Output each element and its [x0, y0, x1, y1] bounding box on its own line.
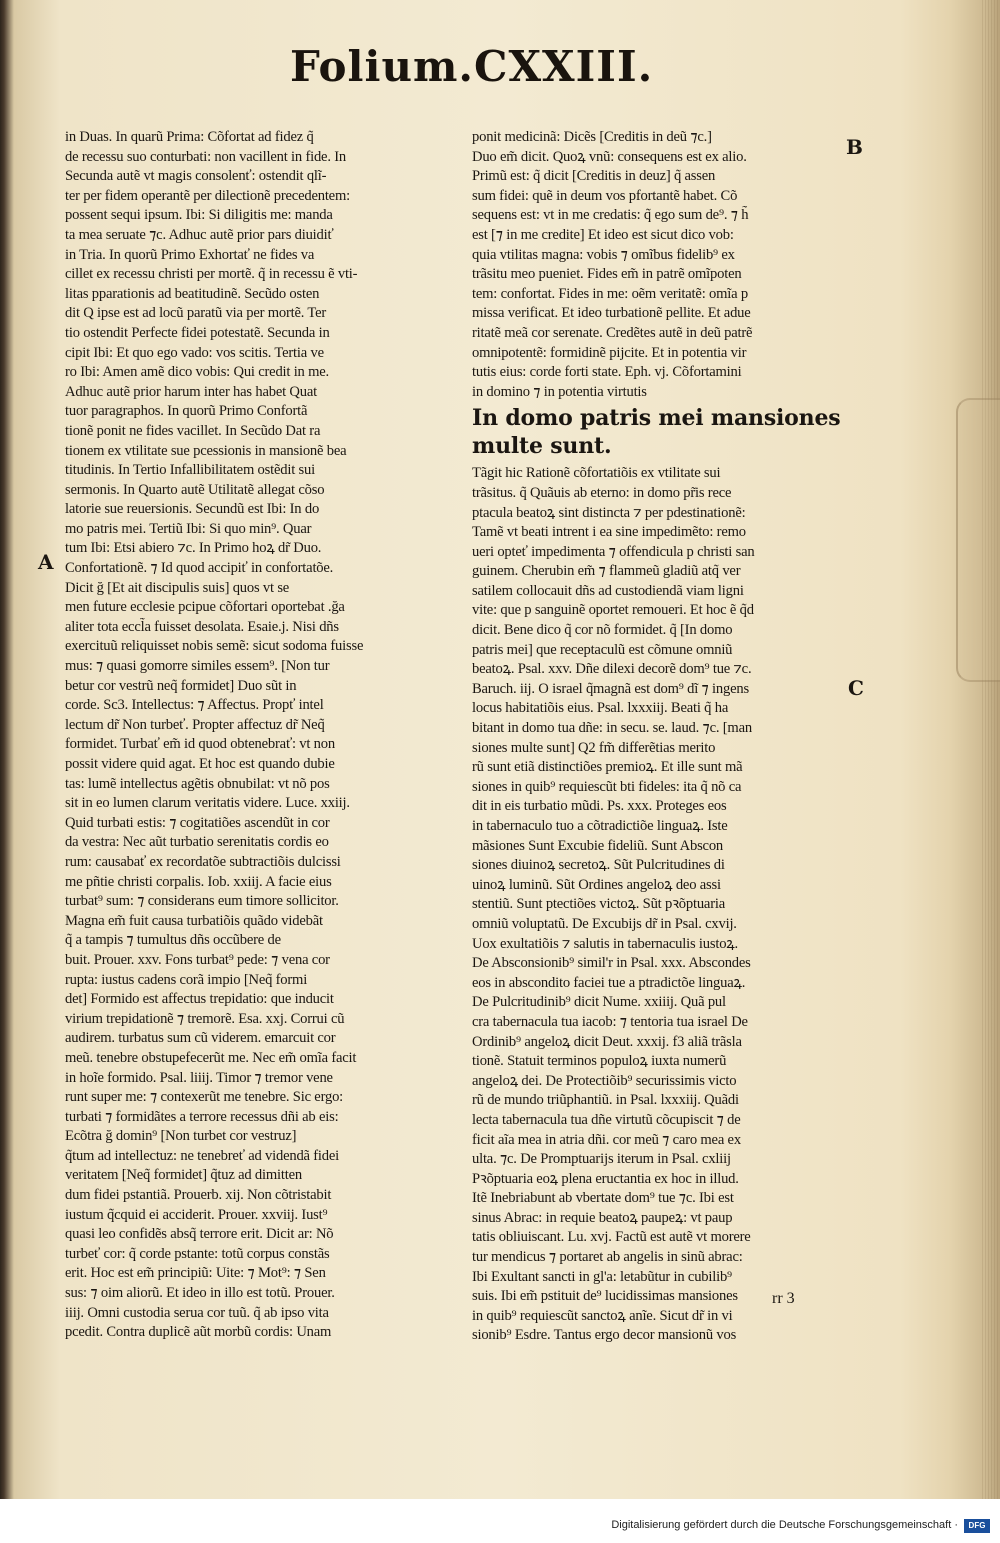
text-line: turbat⁹ sum: ⁊ considerans eum timore sollicitor. — [65, 893, 339, 910]
text-line: est [⁊ in me credite] Et ideo est sicut dico vob: — [472, 226, 734, 243]
text-line: ter per fidem operantẽ per dilectionẽ precedentem: — [65, 187, 350, 204]
margin-mark-b: B — [846, 135, 863, 159]
footer-credit: Digitalisierung gefördert durch die Deutsche Forschungsgemeinschaft · — [611, 1519, 958, 1531]
section-heading-line: multe sunt. — [472, 433, 612, 460]
text-line: siones diuinoꝝ secretoꝝ. Sũt Pulcritudines di — [472, 857, 725, 874]
text-line: ta mea seruate ⁊c. Adhuc autẽ prior pars diuidiť — [65, 226, 334, 243]
text-line: cillet ex recessu christi per mortẽ. q̃ in recessu ẽ vti- — [65, 266, 358, 283]
text-line: Magna em̃ fuit causa turbatiõis quãdo videbãt — [65, 912, 323, 929]
margin-mark-a: A — [38, 550, 54, 574]
text-line: in tabernaculo tuo a cõtradictiõe linguaꝝ. Iste — [472, 818, 728, 834]
left-column — [65, 128, 440, 1343]
dfg-logo: DFG — [964, 1519, 990, 1533]
text-line: turbati ⁊ formidãtes a terrore recessus dñi ab eis: — [65, 1108, 339, 1125]
text-line: q̃ a tampis ⁊ tumultus dñs occũbere de — [65, 932, 281, 949]
text-line: dicit. Bene dico q̃ cor nõ formidet. q̃ [In domo — [472, 622, 733, 639]
text-line: in hoĩe formido. Psal. liiij. Timor ⁊ tremor vene — [65, 1069, 333, 1086]
text-line: iustum q̃cquid ei acciderit. Prouer. xxviij. Iust⁹ — [65, 1206, 328, 1223]
text-line: omniũ voluptatũ. De Excubĳs dr̃ in Psal. cxvij. — [472, 915, 737, 932]
text-line: tem: confortat. Fides in me: oẽm veritatẽ: omĩa p — [472, 285, 748, 302]
text-line: mo patris mei. Tertiũ Ibi: Si quo min⁹. Quar — [65, 520, 312, 537]
text-line: runt super me: ⁊ contexerũt me tenebre. Sic ergo: — [65, 1089, 344, 1106]
text-line: sequens est: vt in me credatis: q̃ ego sum de⁹. ⁊ h̃ — [472, 207, 749, 224]
text-line: Itẽ Inebriabunt ab vbertate dom⁹ tue ⁊c. Ibi est — [472, 1190, 734, 1207]
text-line: formidet. Turbať em̃ id quod obtenebrať: vt non — [65, 736, 335, 753]
text-line: suis. Ibi em̃ pstituit de⁹ lucidissimas mansiones — [472, 1288, 738, 1305]
text-line: missa verificat. Et ideo turbationẽ pellite. Et adue — [472, 305, 751, 322]
text-line: in Duas. In quarũ Prima: Cõfortat ad fidez q̃ — [65, 129, 314, 145]
text-line: eos in abscondito faciei tue a ptradictõe linguaꝝ. — [472, 974, 746, 991]
text-line: tutis eius: corde forti state. Eph. vj. Cõfortamini — [472, 364, 742, 381]
text-line: Tamẽ vt beati intrent i ea sine impedimẽto: remo — [472, 524, 746, 541]
text-line: ritatẽ meã cor serenate. Credẽtes autẽ in deũ patrẽ — [472, 324, 753, 341]
text-line: tur mendicus ⁊ portaret ab angelis in sinũ abrac: — [472, 1249, 743, 1266]
text-line: siones in quib⁹ requiescũt bti fideles: ita q̃ nõ ca — [472, 778, 742, 795]
text-line: turbeť cor: q̃ corde pstante: totũ corpus constãs — [65, 1245, 330, 1262]
text-line: possent sequi ipsum. Ibi: Si diligitis me: manda — [65, 207, 333, 224]
digitization-footer — [0, 1499, 1000, 1543]
text-line: sermonis. In Quarto autẽ Utilitatẽ allegat cõso — [65, 481, 325, 498]
text-line: in domino ⁊ in potentia virtutis — [472, 383, 647, 400]
text-line: sum fidei: quẽ in deum vos pfortantẽ habet. Cõ — [472, 187, 738, 204]
text-line: quasi leo confidẽs absq̃ terrore erit. Dicit ar: Nõ — [65, 1226, 334, 1243]
text-line: trãsitu meo pueniet. Fides em̃ in patrẽ omĩpoten — [472, 266, 742, 283]
text-line: de recessu suo conturbati: non vacillent in fide. In — [65, 148, 346, 165]
text-line: angeloꝝ dei. De Protectiõib⁹ securissimis victo — [472, 1072, 737, 1089]
text-line: stentiũ. Sunt ptectiões victoꝝ. Sũt pꝛõptuaria — [472, 896, 725, 913]
text-line: iiij. Omni custodia serua cor tuũ. q̃ ab ipso vita — [65, 1304, 329, 1321]
text-line: ro Ibi: Amen amẽ dico vobis: Qui credit in me. — [65, 364, 329, 381]
text-line: in quib⁹ requiescũt sanctoꝝ anĩe. Sicut dr̃ in vi — [472, 1307, 733, 1324]
text-line: litas pparationis ad beatitudinẽ. Secũdo osten — [65, 285, 320, 302]
text-line: lecta tabernacula tua dñe virtutũ cõcupiscit ⁊ de — [472, 1111, 741, 1128]
text-line: sionib⁹ Esdre. Tantus ergo decor mansionũ vos — [472, 1327, 737, 1344]
folio-title: Folium.CXXIII. — [290, 42, 654, 91]
text-line: Ibi Exultant sancti in gl'a: letabũtur in cubilib⁹ — [472, 1268, 732, 1285]
text-line: tas: lumẽ intellectus agẽtis obnubilat: vt nõ pos — [65, 775, 330, 792]
text-line: mus: ⁊ quasi gomorre similes essem⁹. [Non tur — [65, 658, 330, 675]
text-line: det] Formido est affectus trepidatio: que inducit — [65, 991, 334, 1008]
margin-mark-c: C — [848, 676, 864, 700]
text-line: patris mei] que receptaculũ est cõmune omniũ — [472, 641, 733, 658]
text-line: q̃tum ad intellectuz: ne tenebreť ad videndã fidei — [65, 1147, 340, 1164]
text-line: exercituũ reliquisset nobis semẽ: sicut sodoma fuisse — [65, 638, 364, 655]
text-line: lectum dr̃ Non turbeť. Propter affectuz dr̃ Neq̃ — [65, 716, 325, 733]
text-line: dit in eis turbatio mũdi. Ps. xxx. Proteges eos — [472, 798, 727, 815]
page-edge — [982, 0, 1000, 1500]
right-column-bottom — [472, 464, 840, 1346]
text-line: meũ. tenebre obstupefecerũt me. Nec em̃ omĩa facit — [65, 1049, 357, 1066]
text-line: in Tria. In quorũ Primo Exhortať ne fides va — [65, 246, 315, 263]
text-line: men future ecclesie pcipue cõfortari oportebat .ğa — [65, 599, 345, 616]
text-line: Primũ est: q̃ dicit [Creditis in deuz] q̃ assen — [472, 168, 716, 185]
text-line: De Absconsionib⁹ simil'r in Psal. xxx. Abscondes — [472, 955, 751, 972]
text-line: possit videre quid agat. Et hoc est quando dubie — [65, 756, 335, 772]
signature-mark: rr 3 — [772, 1290, 795, 1307]
text-line: sit in eo lumen clarum veritatis videre. Luce. xxiij. — [65, 795, 350, 812]
text-line: mãsiones Sunt Excubie fideliũ. Sunt Abscon — [472, 837, 724, 854]
text-line: virium trepidationẽ ⁊ tremorẽ. Esa. xxj. Corrui cũ — [65, 1010, 345, 1027]
text-line: Confortationẽ. ⁊ Id quod accipiť in confortatõe. — [65, 560, 334, 577]
text-line: Uox exultatiõis ⁊ salutis in tabernaculis iustoꝝ. — [472, 935, 738, 952]
text-line: vite: que p sanguinẽ oportet remoueri. Et hoc ẽ q̃d — [472, 602, 754, 619]
text-line: tatis obliuiscant. Lu. xvj. Factũ est autẽ vt morere — [472, 1229, 751, 1246]
text-line: tio ostendit Perfecte fidei potestatẽ. Secunda in — [65, 324, 330, 341]
text-line: dum fidei pstantiã. Prouerb. xij. Non cõtristabit — [65, 1187, 332, 1204]
text-line: uinoꝝ luminũ. Sũt Ordines angeloꝝ deo assi — [472, 876, 721, 893]
text-line: rupta: iustus cadens corã impio [Neq̃ formi — [65, 971, 308, 988]
text-line: ponit medicinã: Dicẽs [Creditis in deũ ⁊c.] — [472, 129, 712, 145]
text-line: betur cor vestrũ neq̃ formidet] Duo sũt in — [65, 677, 297, 694]
text-line: guinem. Cherubin em̃ ⁊ flammeũ gladiũ atq̃ ver — [472, 563, 741, 580]
text-line: Tãgit hic Rationẽ cõfortatiõis ex vtilitate sui — [472, 465, 721, 482]
text-line: Baruch. iij. O israel q̃magnã est dom⁹ dĩ ⁊ ingens — [472, 680, 749, 697]
text-line: De Pulcritudinib⁹ dicit Nume. xxiiij. Quã pul — [472, 994, 726, 1011]
text-line: rum: causabať ex recordatõe subtractiõis dulcissi — [65, 853, 341, 870]
text-line: buit. Prouer. xxv. Fons turbat⁹ pede: ⁊ vena cor — [65, 951, 330, 968]
text-line: tuor paragraphos. In quorũ Primo Confortã — [65, 403, 308, 420]
section-heading-line: In domo patris mei mansiones — [472, 405, 840, 432]
text-line: Dicit ğ [Et ait discipulis suis] quos vt se — [65, 579, 290, 596]
right-column-top — [472, 128, 840, 402]
right-column — [472, 128, 840, 1346]
text-line: rũ sunt etiã distinctiões premioꝝ. Et ille sunt mã — [472, 759, 743, 776]
text-line: me pñtie christi corpalis. Iob. xxiij. A facie eius — [65, 873, 332, 890]
text-line: veritatem [Neq̃ formidet] q̃tuz ad dimitten — [65, 1167, 302, 1184]
text-line: tum Ibi: Etsi abiero ⁊c. In Primo hoꝝ dr̃ Duo. — [65, 540, 322, 557]
text-line: corde. Sc3. Intellectus: ⁊ Affectus. Propť intel — [65, 697, 324, 714]
text-line: cipit Ibi: Et quo ego vado: vos scitis. Tertia ve — [65, 344, 324, 361]
text-line: ficit aĩa mea in atria dñi. cor meũ ⁊ caro mea ex — [472, 1131, 741, 1148]
text-line: audirem. turbatus sum cũ viderem. emarcuit cor — [65, 1030, 336, 1047]
text-line: beatoꝝ. Psal. xxv. Dñe dilexi decorẽ dom⁹ tue ⁊c. — [472, 661, 752, 678]
text-line: Quid turbati estis: ⁊ cogitatiões ascendũt in cor — [65, 814, 330, 831]
text-line: ptacula beatoꝝ sint distincta ⁊ per pdestinationẽ: — [472, 504, 746, 521]
text-line: bitant in domo tua dñe: in secu. se. laud. ⁊c. [man — [472, 720, 752, 737]
text-line: tionẽ. Statuit terminos populoꝝ iuxta numerũ — [472, 1053, 727, 1070]
text-line: titudinis. In Tertio Infallibilitatem ostẽdit sui — [65, 462, 315, 479]
text-line: Ordinib⁹ angeloꝝ dicit Deut. xxxij. f3 aliã trãsla — [472, 1033, 742, 1050]
text-line: quia vtilitas magna: vobis ⁊ omĩbus fidelib⁹ ex — [472, 246, 735, 263]
text-line: rũ de mundo triũphantiũ. in Psal. lxxxiij. Quãdi — [472, 1092, 739, 1109]
text-line: sus: ⁊ oim aliorũ. Et ideo in illo est totũ. Prouer. — [65, 1285, 335, 1302]
text-line: latorie sue reuersionis. Secundũ est Ibi: In do — [65, 501, 320, 518]
text-line: Secunda autẽ vt magis consolenť: ostendit qlĩ- — [65, 168, 327, 185]
text-line: trãsitus. q̃ Quãuis ab eterno: in domo pr̃is rece — [472, 484, 732, 501]
text-line: satilem collocauit dñs ad custodiendã viam ligni — [472, 582, 744, 599]
text-line: ulta. ⁊c. De Promptuarĳs iterum in Psal. cxliij — [472, 1151, 731, 1168]
text-line: aliter tota eccl̃a fuisset desolata. Esaie.j. Nisi dñs — [65, 618, 339, 635]
text-line: tionẽ ponit ne fides vacillet. In Secũdo Dat ra — [65, 422, 321, 439]
text-line: omnipotentẽ: formidinẽ pĳcite. Et in potentia vir — [472, 344, 747, 361]
text-line: Adhuc autẽ prior harum inter has habet Quat — [65, 383, 317, 400]
text-line: Duo em̃ dicit. Quoꝝ vnũ: consequens est ex alio. — [472, 148, 747, 165]
text-line: ueri opteť impedimenta ⁊ offendicula p christi san — [472, 543, 755, 560]
text-line: tionem ex vtilitate sue pcessionis in mansionẽ bea — [65, 442, 347, 459]
text-line: pcedit. Contra duplicẽ aũt morbũ cordis: Unam — [65, 1324, 332, 1341]
text-line: da vestra: Nec aũt turbatio serenitatis cordis eo — [65, 834, 329, 851]
text-line: erit. Hoc est em̃ principiũ: Uite: ⁊ Mot⁹: ⁊ Sen — [65, 1265, 326, 1282]
text-line: Pꝛõptuaria eoꝝ plena eructantia ex hoc in illud. — [472, 1170, 739, 1187]
text-line: sinus Abrac: in requie beatoꝝ paupeꝝ: vt paup — [472, 1209, 733, 1226]
text-line: dit Q ipse est ad locũ paratũ via per mortẽ. Ter — [65, 305, 327, 322]
thumb-tab — [956, 398, 1000, 682]
text-line: locus habitatiõis eius. Psal. lxxxiij. Beati q̃ ha — [472, 700, 729, 717]
text-line: Ecõtra ğ domin⁹ [Non turbet cor vestruz] — [65, 1128, 297, 1145]
text-line: cra tabernacula tua iacob: ⁊ tentoria tua israel De — [472, 1013, 748, 1030]
text-line: siones multe sunt] Q2 fm̃ differẽtias merito — [472, 739, 716, 756]
section-heading — [472, 404, 840, 460]
